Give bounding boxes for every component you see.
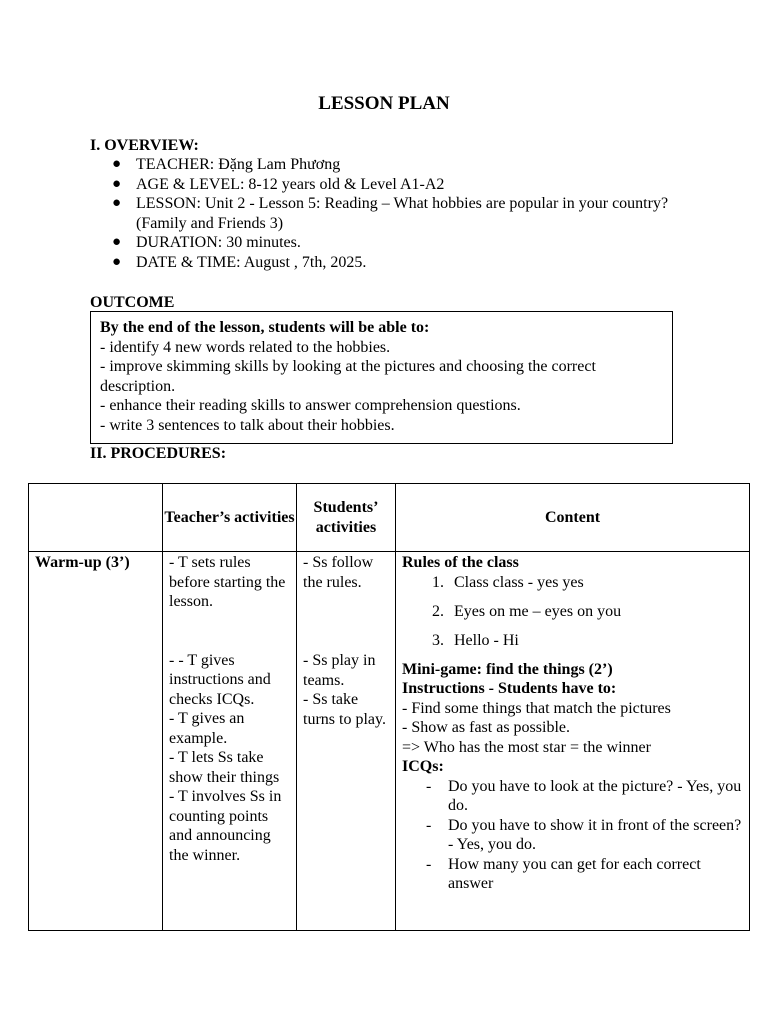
- mini-game-heading: Mini-game: find the things (2’): [402, 660, 613, 678]
- overview-item-age-level: ● AGE & LEVEL: 8-12 years old & Level A1-A2: [112, 175, 445, 193]
- outcome-box: [90, 311, 673, 444]
- table-header-row: [29, 484, 750, 552]
- teacher-activity: - T involves Ss in counting points and announcing the winner.: [169, 788, 282, 864]
- dash-marker: -: [426, 777, 432, 795]
- overview-item-duration: ● DURATION: 30 minutes.: [112, 234, 301, 251]
- outcome-line: - improve skimming skills by looking at the pictures and choosing the correct description.: [100, 358, 596, 395]
- bullet-icon: ●: [112, 195, 122, 211]
- instruction-line: - Find some things that match the pictures: [402, 699, 671, 717]
- rules-heading: Rules of the class: [402, 554, 519, 571]
- instruction-line: - Show as fast as possible.: [402, 719, 570, 736]
- overview-list: [112, 155, 672, 272]
- dash-marker: -: [426, 816, 432, 834]
- overview-item-lesson: ● LESSON: Unit 2 - Lesson 5: Reading – What hobbies are popular in your country? (Family and Friends 3): [112, 195, 669, 232]
- overview-item-teacher: ● TEACHER: Đặng Lam Phương: [112, 156, 341, 173]
- column-header-students: Students’ activities: [297, 484, 396, 552]
- overview-item-date-time: ● DATE & TIME: August , 7th, 2025.: [112, 253, 367, 271]
- rule-item: 1. Class class - yes yes: [432, 573, 584, 591]
- overview-heading: I. OVERVIEW:: [90, 137, 199, 154]
- icq-item: - How many you can get for each correct answer: [426, 855, 701, 892]
- teacher-activity: - T lets Ss take show their things: [169, 749, 280, 786]
- column-header-teacher: Teacher’s activities: [163, 484, 297, 552]
- stage-cell: Warm-up (3’): [29, 552, 163, 931]
- student-activity: - Ss play in teams.: [303, 652, 376, 689]
- student-activity: - Ss take turns to play.: [303, 691, 386, 728]
- bullet-icon: ●: [112, 234, 122, 250]
- icq-item: - Do you have to show it in front of the screen? - Yes, you do.: [426, 816, 742, 853]
- rule-item: 2. Eyes on me – eyes on you: [432, 602, 622, 620]
- teacher-activity: - - T gives instructions and checks ICQs.: [169, 651, 271, 708]
- teacher-activities-cell: [163, 552, 297, 931]
- students-activities-cell: [297, 552, 396, 931]
- dash-marker: -: [426, 855, 432, 873]
- table-row: [29, 552, 750, 931]
- rule-item: 3. Hello - Hi: [432, 631, 519, 649]
- content-cell: [396, 552, 750, 931]
- column-header-stage: [29, 484, 163, 552]
- teacher-activity: - T gives an example.: [169, 710, 245, 747]
- rules-list: [402, 573, 743, 651]
- icqs-heading: ICQs:: [402, 758, 444, 775]
- outcome-intro: By the end of the lesson, students will be able to:: [100, 319, 430, 336]
- icqs-list: [402, 777, 743, 894]
- outcome-line: - identify 4 new words related to the hobbies.: [100, 338, 391, 356]
- teacher-activity: - T sets rules before starting the lesson.: [169, 554, 286, 610]
- student-activity: - Ss follow the rules.: [303, 554, 374, 591]
- bullet-icon: ●: [112, 156, 122, 172]
- outcome-heading: OUTCOME: [90, 294, 175, 311]
- outcome-line: - write 3 sentences to talk about their hobbies.: [100, 416, 395, 434]
- page-title: LESSON PLAN: [318, 93, 450, 114]
- procedures-table: [28, 483, 750, 931]
- procedures-heading: II. PROCEDURES:: [90, 445, 227, 462]
- instruction-line: => Who has the most star = the winner: [402, 738, 651, 756]
- bullet-icon: ●: [112, 253, 122, 270]
- icq-item: - Do you have to look at the picture? - Yes, you do.: [426, 777, 742, 814]
- column-header-content: Content: [396, 484, 750, 552]
- outcome-line: - enhance their reading skills to answer comprehension questions.: [100, 397, 521, 414]
- instructions-heading: Instructions - Students have to:: [402, 680, 617, 697]
- bullet-icon: ●: [112, 175, 122, 192]
